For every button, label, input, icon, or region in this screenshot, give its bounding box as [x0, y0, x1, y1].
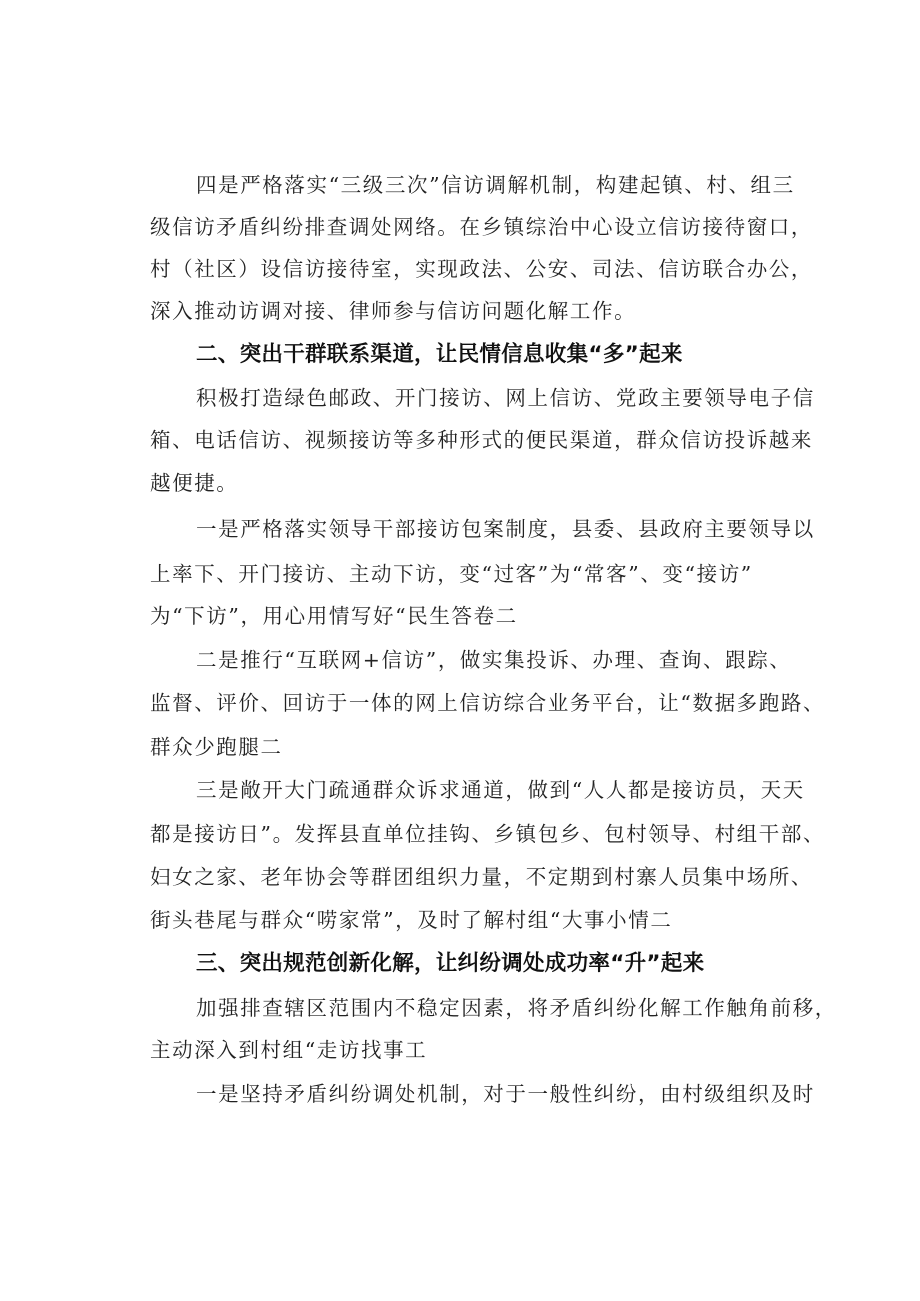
paragraph-line: 加强排查辖区范围内不稳定因素，将矛盾纠纷化解工作触角前移，	[196, 996, 837, 1020]
paragraph-line: 都是接访日”。发挥县直单位挂钩、乡镇包乡、包村领导、村组干部、	[150, 822, 826, 846]
paragraph-line: 越便捷。	[150, 471, 239, 495]
paragraph-line: 妇女之家、老年协会等群团组织力量，不定期到村寨人员集中场所、	[150, 865, 813, 889]
paragraph-line: 二是推行“互联网+信访”，做实集投诉、办理、查询、跟踪、	[196, 648, 792, 672]
paragraph-line: 村（社区）设信访接待室，实现政法、公安、司法、信访联合办公，	[150, 257, 813, 281]
section-heading: 二、突出干群联系渠道，让民情信息收集“多”起来	[196, 342, 683, 367]
paragraph-line: 主动深入到村组“走访找事工	[150, 1038, 428, 1062]
paragraph-line: 为“下访”，用心用情写好“民生答卷二	[150, 604, 518, 628]
paragraph-line: 级信访矛盾纠纷排查调处网络。在乡镇综治中心设立信访接待窗口，	[150, 215, 813, 239]
paragraph-line: 箱、电话信访、视频接访等多种形式的便民渠道，群众信访投诉越来	[150, 428, 813, 452]
paragraph-line: 深入推动访调对接、律师参与信访问题化解工作。	[150, 299, 637, 323]
paragraph-line: 三是敞开大门疏通群众诉求通道，做到“人人都是接访员，天天	[196, 778, 805, 802]
paragraph-line: 监督、评价、回访于一体的网上信访综合业务平台，让“数据多跑路、	[150, 691, 826, 715]
paragraph-line: 四是严格落实“三级三次”信访调解机制，构建起镇、村、组三	[196, 173, 795, 197]
paragraph-line: 群众少跑腿二	[150, 735, 283, 759]
paragraph-line: 街头巷尾与群众“唠家常”，及时了解村组“大事小情二	[150, 908, 673, 932]
section-heading: 三、突出规范创新化解，让纠纷调处成功率“升”起来	[196, 951, 705, 976]
paragraph-line: 积极打造绿色邮政、开门接访、网上信访、党政主要领导电子信	[196, 386, 815, 410]
paragraph-line: 一是严格落实领导干部接访包案制度，县委、县政府主要领导以	[196, 517, 815, 541]
paragraph-line: 上率下、开门接访、主动下访，变“过客”为“常客”、变“接访”	[150, 562, 753, 586]
paragraph-line: 一是坚持矛盾纠纷调处机制，对于一般性纠纷，由村级组织及时	[196, 1082, 815, 1106]
